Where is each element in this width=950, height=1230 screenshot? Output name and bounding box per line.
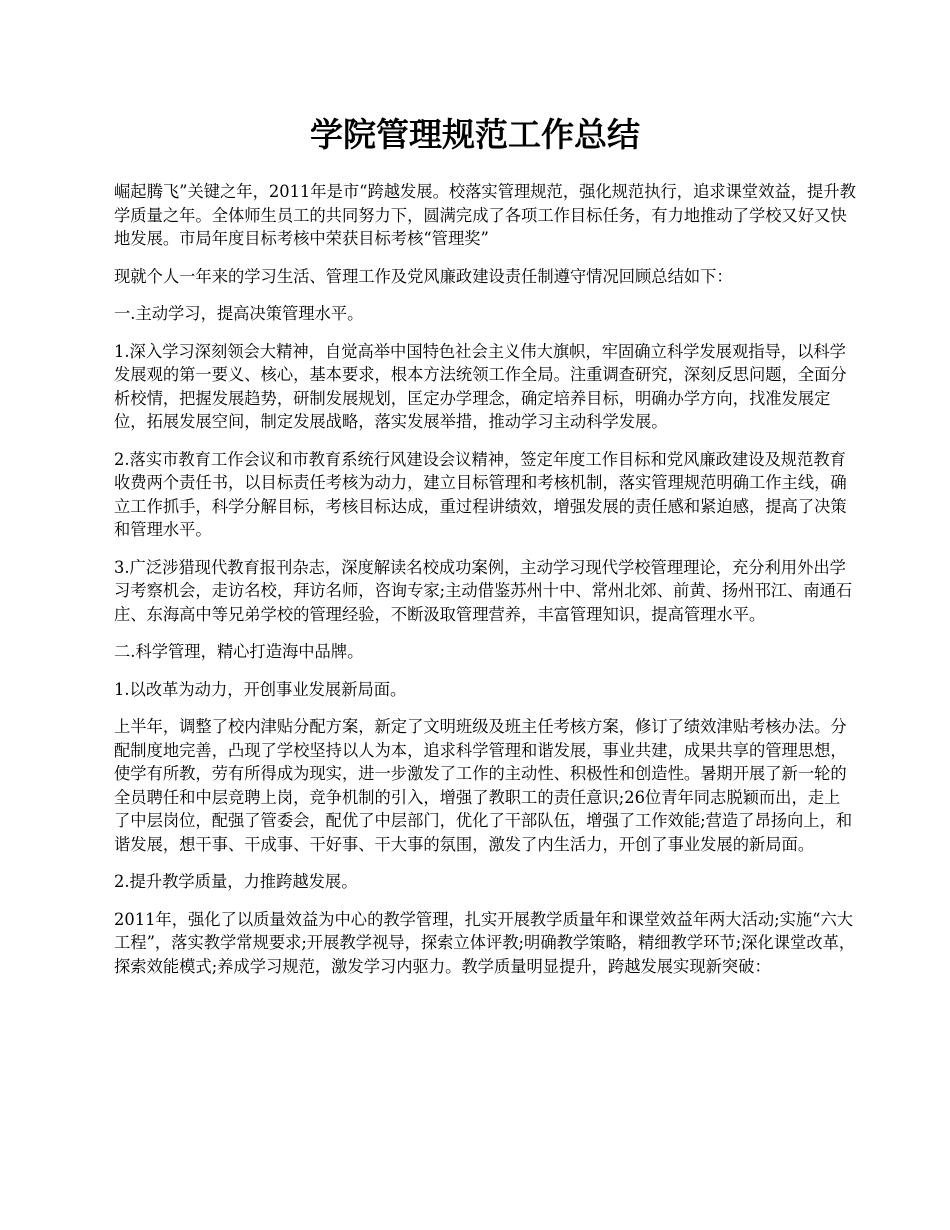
subheading-2-1: 1.以改革为动力，开创事业发展新局面。 [114, 679, 407, 699]
paragraph-2-2: 2011年，强化了以质量效益为中心的教学管理，扎实开展教学质量年和课堂效益年两大活动;实施“六大工程”，落实教学常规要求;开展教学视导，探索立体评教;明确教学策略，精细教学环节;深化课堂改革，探索效能模式;养成学习规范，激发学习内驱力。教学质量明显提升，跨越发展实现新突破： [114, 909, 856, 976]
document-body [114, 180, 856, 992]
paragraph-2-1: 上半年，调整了校内津贴分配方案，新定了文明班级及班主任考核方案，修订了绩效津贴考核办法。分配制度地完善，凸现了学校坚持以人为本，追求科学管理和谐发展，事业共建，成果共享的管理思想，使学有所教，劳有所得成为现实，进一步激发了工作的主动性、积极性和创造性。暑期开展了新一轮的全员聘任和中层竞聘上岗，竞争机制的引入，增强了教职工的责任意识;26位青年同志脱颖而出，走上了中层岗位，配强了管委会，配优了中层部门，优化了干部队伍，增强了工作效能;营造了昂扬向上，和谐发展，想干事、干成事、干好事、干大事的氛围，激发了内生活力，开创了事业发展的新局面。 [114, 717, 853, 854]
subheading-2-2: 2.提升教学质量，力推跨越发展。 [114, 872, 358, 891]
paragraph-1-3: 3.广泛涉猎现代教育报刊杂志，深度解读名校成功案例，主动学习现代学校管理理论，充分利用外出学习考察机会，走访名校，拜访名师，咨询专家;主动借鉴苏州十中、常州北郊、前黄、扬州邗江、南通石庄、东海高中等兄弟学校的管理经验，不断汲取管理营养，丰富管理知识，提高管理水平。 [114, 557, 853, 624]
section-heading-1: 一.主动学习，提高决策管理水平。 [114, 304, 364, 323]
section-heading-2: 二.科学管理，精心打造海中品牌。 [114, 642, 364, 661]
paragraph-1-1: 1.深入学习深刻领会大精神，自觉高举中国特色社会主义伟大旗帜，牢固确立科学发展观指导，以科学发展观的第一要义、核心，基本要求，根本方法统领工作全局。注重调查研究，深刻反思问题，全面分析校情，把握发展趋势，研制发展规划，匡定办学理念，确定培养目标，明确办学方向，找准发展定位，拓展发展空间，制定发展战略，落实发展举措，推动学习主动科学发展。 [114, 341, 847, 431]
paragraph-1-2: 2.落实市教育工作会议和市教育系统行风建设会议精神，签定年度工作目标和党风廉政建设及规范教育收费两个责任书，以目标责任考核为动力，建立目标管理和考核机制，落实管理规范明确工作主线，确立工作抓手，科学分解目标，考核目标达成，重过程讲绩效，增强发展的责任感和紧迫感，提高了决策和管理水平。 [114, 449, 847, 539]
paragraph-summary-lead: 现就个人一年来的学习生活、管理工作及党风廉政建设责任制遵守情况回顾总结如下： [114, 266, 733, 286]
document-title: 学院管理规范工作总结 [310, 115, 640, 154]
paragraph-intro: 崛起腾飞”关键之年，2011年是市“跨越发展。校落实管理规范，强化规范执行，追求课堂效益，提升教学质量之年。全体师生员工的共同努力下，圆满完成了各项工作目标任务，有力地推动了学校又好又快地发展。市局年度目标考核中荣获目标考核“管理奖” [114, 182, 856, 248]
